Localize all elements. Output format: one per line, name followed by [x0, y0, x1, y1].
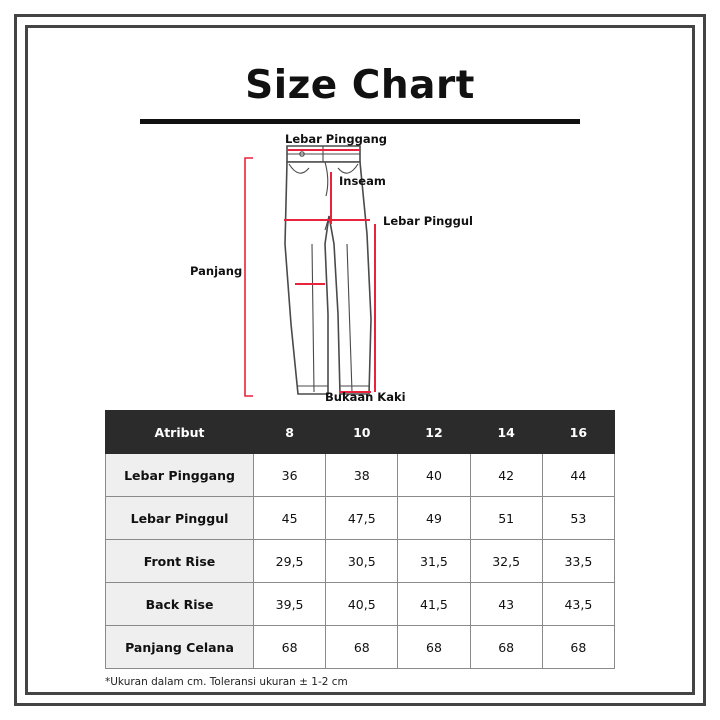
- table-row: [106, 540, 615, 583]
- table-row: [106, 583, 615, 626]
- table-row: [106, 497, 615, 540]
- row-label: Back Rise: [106, 583, 254, 626]
- size-table-container: [105, 410, 615, 688]
- label-lebar-pinggul: Lebar Pinggul: [383, 214, 473, 228]
- cell-value: 29,5: [254, 540, 326, 583]
- table-row: [106, 454, 615, 497]
- cell-value: 45: [254, 497, 326, 540]
- cell-value: 40: [398, 454, 470, 497]
- cell-value: 32,5: [470, 540, 542, 583]
- header-size-8: 8: [254, 411, 326, 454]
- page-content: [40, 40, 680, 688]
- page-title: Size Chart: [245, 63, 475, 108]
- cell-value: 43,5: [542, 583, 614, 626]
- header-size-16: 16: [542, 411, 614, 454]
- row-label: Front Rise: [106, 540, 254, 583]
- cell-value: 68: [326, 626, 398, 669]
- header-size-14: 14: [470, 411, 542, 454]
- label-inseam: Inseam: [339, 174, 386, 188]
- pants-diagram: [40, 124, 680, 404]
- cell-value: 68: [542, 626, 614, 669]
- cell-value: 42: [470, 454, 542, 497]
- label-panjang: Panjang: [190, 264, 243, 278]
- cell-value: 33,5: [542, 540, 614, 583]
- cell-value: 51: [470, 497, 542, 540]
- row-label: Lebar Pinggang: [106, 454, 254, 497]
- row-label: Panjang Celana: [106, 626, 254, 669]
- cell-value: 43: [470, 583, 542, 626]
- cell-value: 47,5: [326, 497, 398, 540]
- cell-value: 36: [254, 454, 326, 497]
- footnote: *Ukuran dalam cm. Toleransi ukuran ± 1-2 cm: [105, 676, 348, 688]
- cell-value: 68: [470, 626, 542, 669]
- cell-value: 30,5: [326, 540, 398, 583]
- row-label: Lebar Pinggul: [106, 497, 254, 540]
- cell-value: 68: [254, 626, 326, 669]
- cell-value: 31,5: [398, 540, 470, 583]
- cell-value: 40,5: [326, 583, 398, 626]
- cell-value: 44: [542, 454, 614, 497]
- cell-value: 53: [542, 497, 614, 540]
- size-table: [105, 410, 615, 669]
- label-bukaan-kaki: Bukaan Kaki: [325, 390, 406, 404]
- cell-value: 49: [398, 497, 470, 540]
- pants-illustration-svg: [40, 124, 680, 404]
- cell-value: 41,5: [398, 583, 470, 626]
- cell-value: 68: [398, 626, 470, 669]
- header-size-10: 10: [326, 411, 398, 454]
- table-header: [106, 411, 615, 454]
- table-row: [106, 626, 615, 669]
- cell-value: 39,5: [254, 583, 326, 626]
- header-size-12: 12: [398, 411, 470, 454]
- header-atribut: Atribut: [106, 411, 254, 454]
- table-body: [106, 454, 615, 669]
- label-lebar-pinggang: Lebar Pinggang: [285, 132, 387, 146]
- table-header-row: [106, 411, 615, 454]
- cell-value: 38: [326, 454, 398, 497]
